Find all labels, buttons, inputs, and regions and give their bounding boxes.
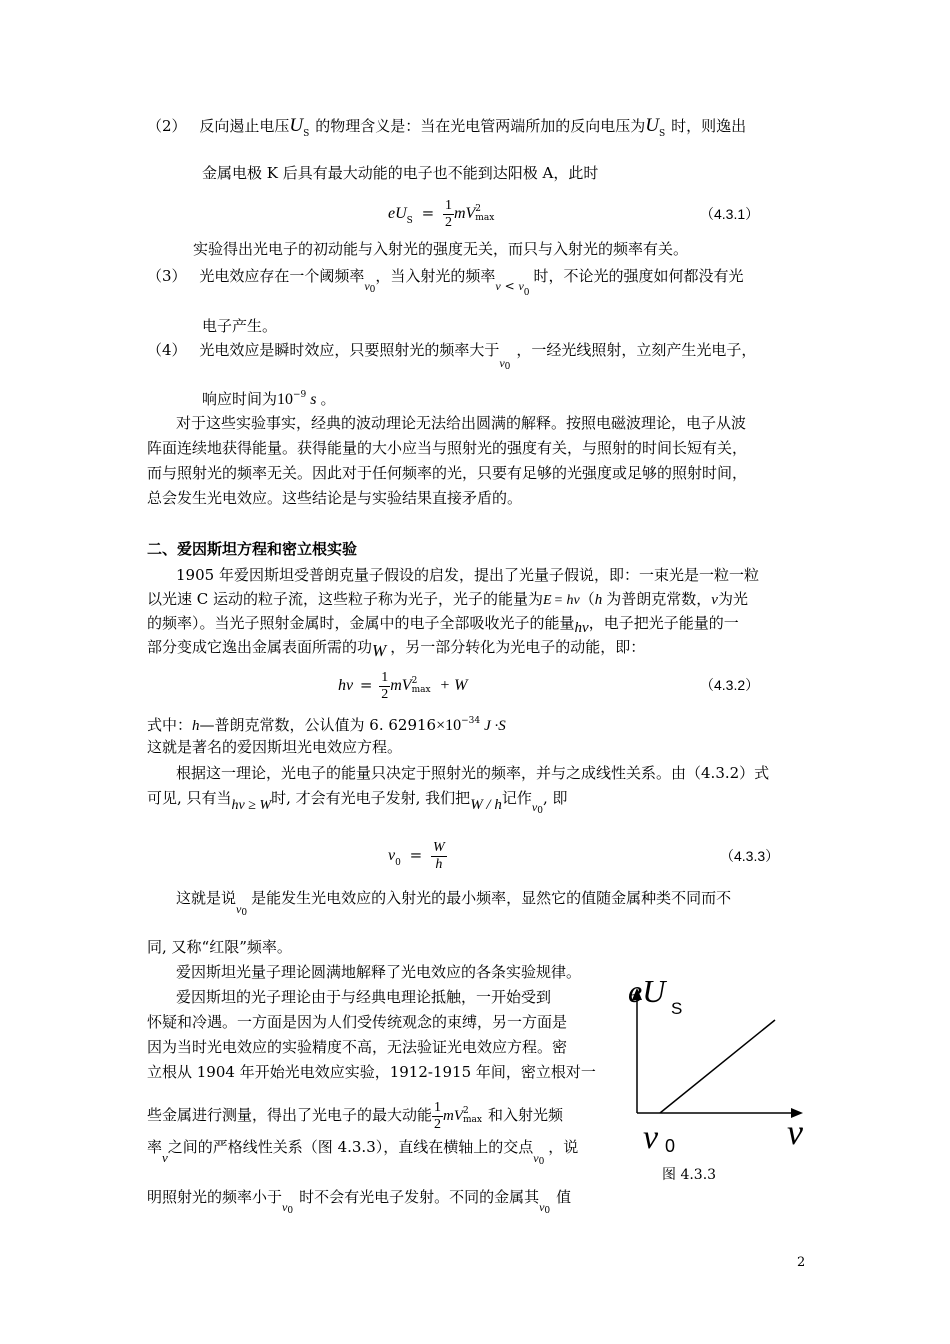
data-line bbox=[660, 1020, 775, 1113]
equation-number-4-3-3: （4.3.3） bbox=[720, 848, 780, 864]
item-3-line-2: 电子产生。 bbox=[202, 317, 278, 335]
y-axis-label-sub: S bbox=[671, 999, 683, 1018]
item-2-line-1: （2） 反向遏止电压$U_S$ 的物理含义是：当在光电管两端所加的反向电压为$U_S$ 时，则逸出 bbox=[147, 115, 747, 139]
paragraph-1-line-3: 而与照射光的频率无关。因此对于任何频率的光，只要有足够的光强度或足够的照射时间， bbox=[147, 464, 748, 482]
y-axis-label: eU bbox=[628, 973, 666, 1009]
figure-caption: 图 4.3.3 bbox=[662, 1167, 717, 1183]
definition-h: 式中：h—普朗克常数，公认值为 6. $62916\times 10^{-34}$ J ·S bbox=[147, 716, 506, 734]
equation-number-4-3-1: （4.3.1） bbox=[700, 206, 760, 222]
item-4-line-2: 响应时间为$10^{-9}$ s 。 bbox=[202, 390, 336, 408]
x-axis-label: ν bbox=[787, 1112, 803, 1152]
paragraph-2-line-2: 以光速 C 运动的粒子流，这些粒子称为光子，光子的能量为E = hν（h 为普朗克常数，ν为光 bbox=[147, 590, 748, 608]
section-title: 二、爱因斯坦方程和密立根实验 bbox=[147, 540, 358, 558]
item-4-line-1: （4） 光电效应是瞬时效应，只要照射光的频率大于$_{\nu 0}$，一经光线照射，立刻产生光电子， bbox=[147, 341, 757, 372]
equation-name: 这就是著名的爱因斯坦光电效应方程。 bbox=[147, 738, 403, 756]
paragraph-1-line-1: 对于这些实验事实，经典的波动理论无法给出圆满的解释。按照电磁波理论，电子从波 bbox=[176, 414, 747, 432]
paragraph-4-line-2: 同, 又称“红限”频率。 bbox=[147, 938, 292, 956]
paragraph-6-line-7: 明照射光的频率小于$_{\nu 0}$时不会有光电子发射。不同的金属其$_{\nu 0}$值 bbox=[147, 1188, 572, 1216]
paragraph-2-line-1: 1905 年爱因斯坦受普朗克量子假设的启发，提出了光量子假说，即：一束光是一粒一粒 bbox=[176, 566, 759, 584]
paragraph-6-line-1: 爱因斯坦的光子理论由于与经典电理论抵触，一开始受到 bbox=[176, 988, 552, 1006]
paragraph-2-line-3: 的频率）。当光子照射金属时，金属中的电子全部吸收光子的能量hν，电子把光子能量的一 bbox=[147, 614, 739, 636]
paragraph-3-line-2: 可见, 只有当hν ≥ W时, 才会有光电子发射, 我们把W / h记作$_{\nu 0}$, 即 bbox=[147, 789, 568, 816]
item-3-line-1: （3） 光电效应存在一个阈频率$_{\nu 0}$，当入射光的频率$_{\nu < \nu_0}$时，不论光的强度如何都没有光 bbox=[147, 267, 744, 298]
equation-4-3-2: hν = $\frac{1}{2}$ mV 2 max + W bbox=[338, 669, 468, 702]
paragraph-5: 爱因斯坦光量子理论圆满地解释了光电效应的各条实验规律。 bbox=[176, 963, 582, 981]
note-1: 实验得出光电子的初动能与入射光的强度无关，而只与入射光的频率有关。 bbox=[193, 240, 689, 258]
paragraph-6-line-6: 率ν之间的严格线性关系（图 4.3.3），直线在横轴上的交点$_{\nu 0}$，说 bbox=[147, 1138, 579, 1167]
equation-4-3-3: $\nu_0$ = $\frac{W}{h}$ bbox=[388, 839, 445, 872]
figure-4-3-3 bbox=[625, 970, 825, 1190]
paragraph-1-line-2: 阵面连续地获得能量。获得能量的大小应当与照射光的强度有关，与照射的时间长短有关， bbox=[147, 439, 748, 457]
origin-label: ν bbox=[643, 1119, 659, 1156]
paragraph-2-line-4: 部分变成它逸出金属表面所需的功W ，另一部分转化为光电子的动能，即： bbox=[147, 638, 646, 660]
page-number: 2 bbox=[797, 1255, 806, 1270]
equation-4-3-1: $eU_S$ = $\frac{1}{2}$ mV 2 max bbox=[388, 197, 495, 230]
item-2-line-2: 金属电极 K 后具有最大动能的电子也不能到达阳极 A，此时 bbox=[202, 164, 599, 182]
paragraph-6-line-4: 立根从 1904 年开始光电效应实验，1912-1915 年间，密立根对一 bbox=[147, 1063, 596, 1081]
paragraph-1-line-4: 总会发生光电效应。这些结论是与实验结果直接矛盾的。 bbox=[147, 489, 523, 507]
paragraph-6-line-5: 些金属进行测量，得出了光电子的最大动能 $\frac{1}{2}$ mV 2 max 和入射光频 bbox=[147, 1099, 564, 1132]
paragraph-6-line-3: 因为当时光电效应的实验精度不高，无法验证光电效应方程。密 bbox=[147, 1038, 568, 1056]
equation-number-4-3-2: （4.3.2） bbox=[700, 677, 760, 693]
paragraph-6-line-2: 怀疑和冷遇。一方面是因为人们受传统观念的束缚，另一方面是 bbox=[147, 1013, 568, 1031]
origin-label-sub: 0 bbox=[665, 1136, 676, 1156]
paragraph-3-line-1: 根据这一理论，光电子的能量只决定于照射光的频率，并与之成线性关系。由（4.3.2）式 bbox=[176, 764, 770, 782]
paragraph-4-line-1: 这就是说$_{\nu 0}$是能发生光电效应的入射光的最小频率，显然它的值随金属种类不同而不 bbox=[176, 889, 732, 918]
